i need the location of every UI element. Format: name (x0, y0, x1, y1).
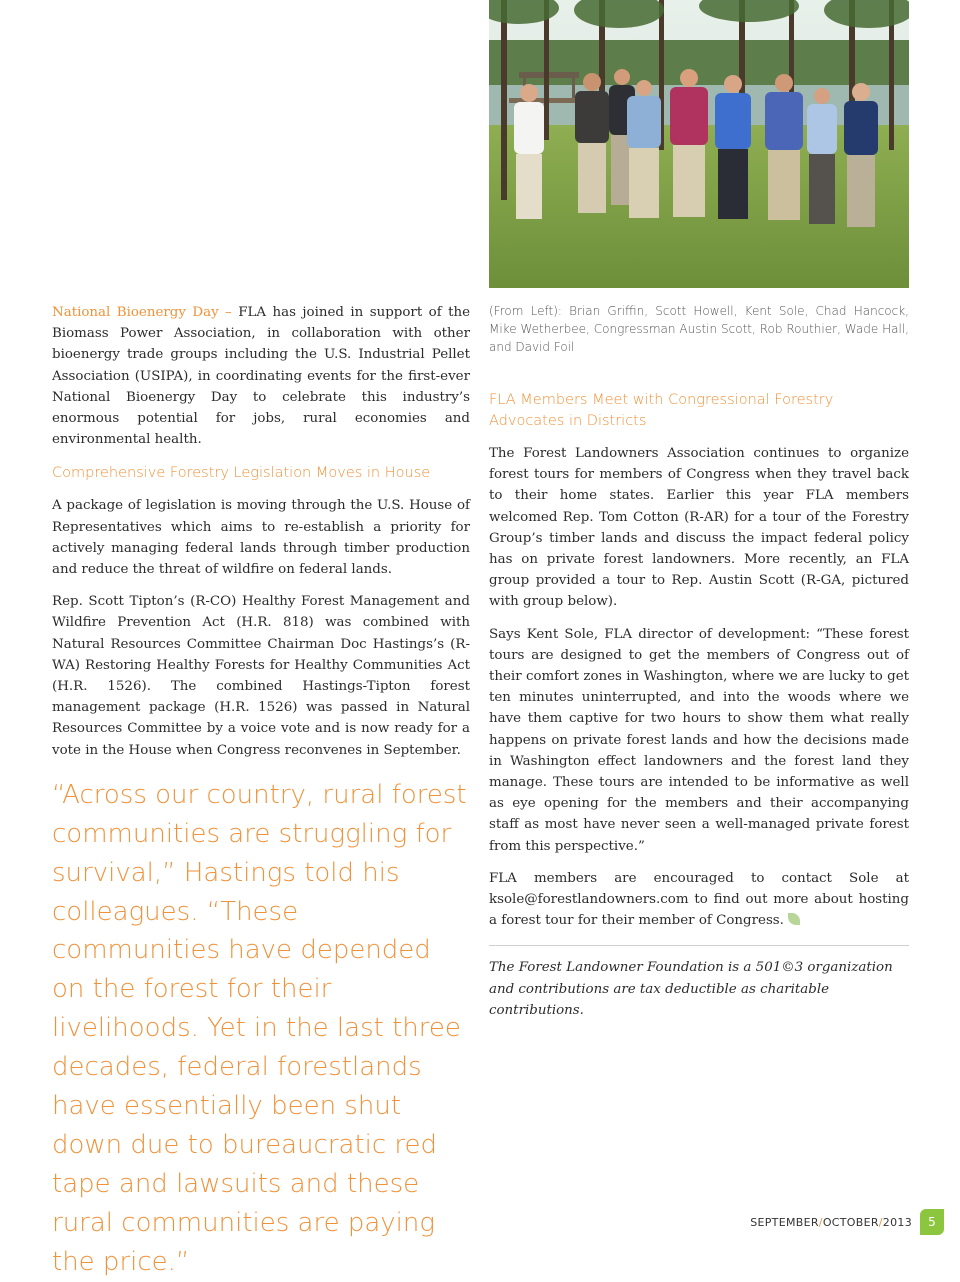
divider (489, 945, 909, 946)
bioenergy-paragraph (52, 302, 470, 450)
bioenergy-lead: National Bioenergy Day – (52, 305, 239, 320)
issue-date: SEPTEMBER/OCTOBER/2013 (750, 1215, 912, 1229)
page-footer (750, 1209, 944, 1235)
tours-paragraph-1: The Forest Landowners Association continues to organize forest tours for members of Congress when they travel back to their home states. Earlier this year FLA members welcomed Rep. Tom Cotton (R-AR) for a tour of the Forestry Group’s timber lands and discuss the impact federal policy has on private forest landowners. More recently, an FLA group provided a tour to Rep. Austin Scott (R-GA, pictured with group below). (489, 446, 909, 610)
contact-text: FLA members are encouraged to contact Sole at ksole@forestlandowners.com to find out more about hosting a forest tour for their member of Congress. (489, 870, 909, 929)
leaf-icon (788, 913, 800, 925)
page-number: 5 (920, 1209, 944, 1235)
legislation-paragraph-2: Rep. Scott Tipton’s (R-CO) Healthy Forest Management and Wildfire Prevention Act (H.R. 818) was combined with Natural Resources Committee Chairman Doc Hastings’s (R-WA) Restoring Healthy Forests for Healthy Communities Act (H.R. 1526). The combined Hastings-Tipton forest management package (H.R. 1526) was passed in Natural Resources Committee by a voice vote and is now ready for a vote in the House when Congress reconvenes in September. (52, 594, 470, 758)
bioenergy-body: FLA has joined in support of the Biomass Power Association, in collaboration with other bioenergy trade groups including the U.S. Industrial Pellet Association (USIPA), in coordinating events for the first-ever National Bioenergy Day to celebrate this industry’s enormous potential for jobs, rural economies and environmental health. (52, 305, 470, 448)
contact-paragraph (489, 868, 909, 932)
tours-paragraph-2: Says Kent Sole, FLA director of development: “These forest tours are designed to get the members of Congress out of their comfort zones in Washington, where we are lucky to get ten minutes uninterrupted, and into the woods where we have them captive for two hours to show them what really happens on private forest lands and how the decisions made in Washington effect landowners and the forest land they manage. These tours are intended to be informative as well as eye opening for the members and their accompanying staff as most have never seen a well-managed private forest from this perspective.” (489, 626, 909, 854)
hastings-pullquote: “Across our country, rural forest communities are struggling for survival,” Hastings told his colleagues. “These communities have depended on the forest for their livelihoods. Yet in the last three decades, federal forestlands have essentially been shut down due to bureaucratic red tape and lawsuits and these rural communities are paying the price.” (52, 779, 467, 1277)
left-column (52, 302, 470, 1282)
foundation-note: The Forest Landowner Foundation is a 501©3 organization and contributions are tax deductible as charitable contributions. (489, 960, 893, 1018)
congressional-subhead: FLA Members Meet with Congressional Forestry Advocates in Districts (489, 392, 834, 429)
legislation-paragraph-1: A package of legislation is moving through the U.S. House of Representatives which aims to re-establish a priority for actively managing federal lands through timber production and reduce the threat of wildfire on federal lands. (52, 498, 470, 578)
group-photo (489, 0, 909, 288)
right-column (489, 302, 909, 1021)
photo-caption: (From Left): Brian Griffin, Scott Howell, Kent Sole, Chad Hancock, Mike Wetherbee, Congressman Austin Scott, Rob Routhier, Wade Hall, and David Foil (489, 304, 909, 354)
legislation-subhead: Comprehensive Forestry Legislation Moves in House (52, 465, 431, 482)
